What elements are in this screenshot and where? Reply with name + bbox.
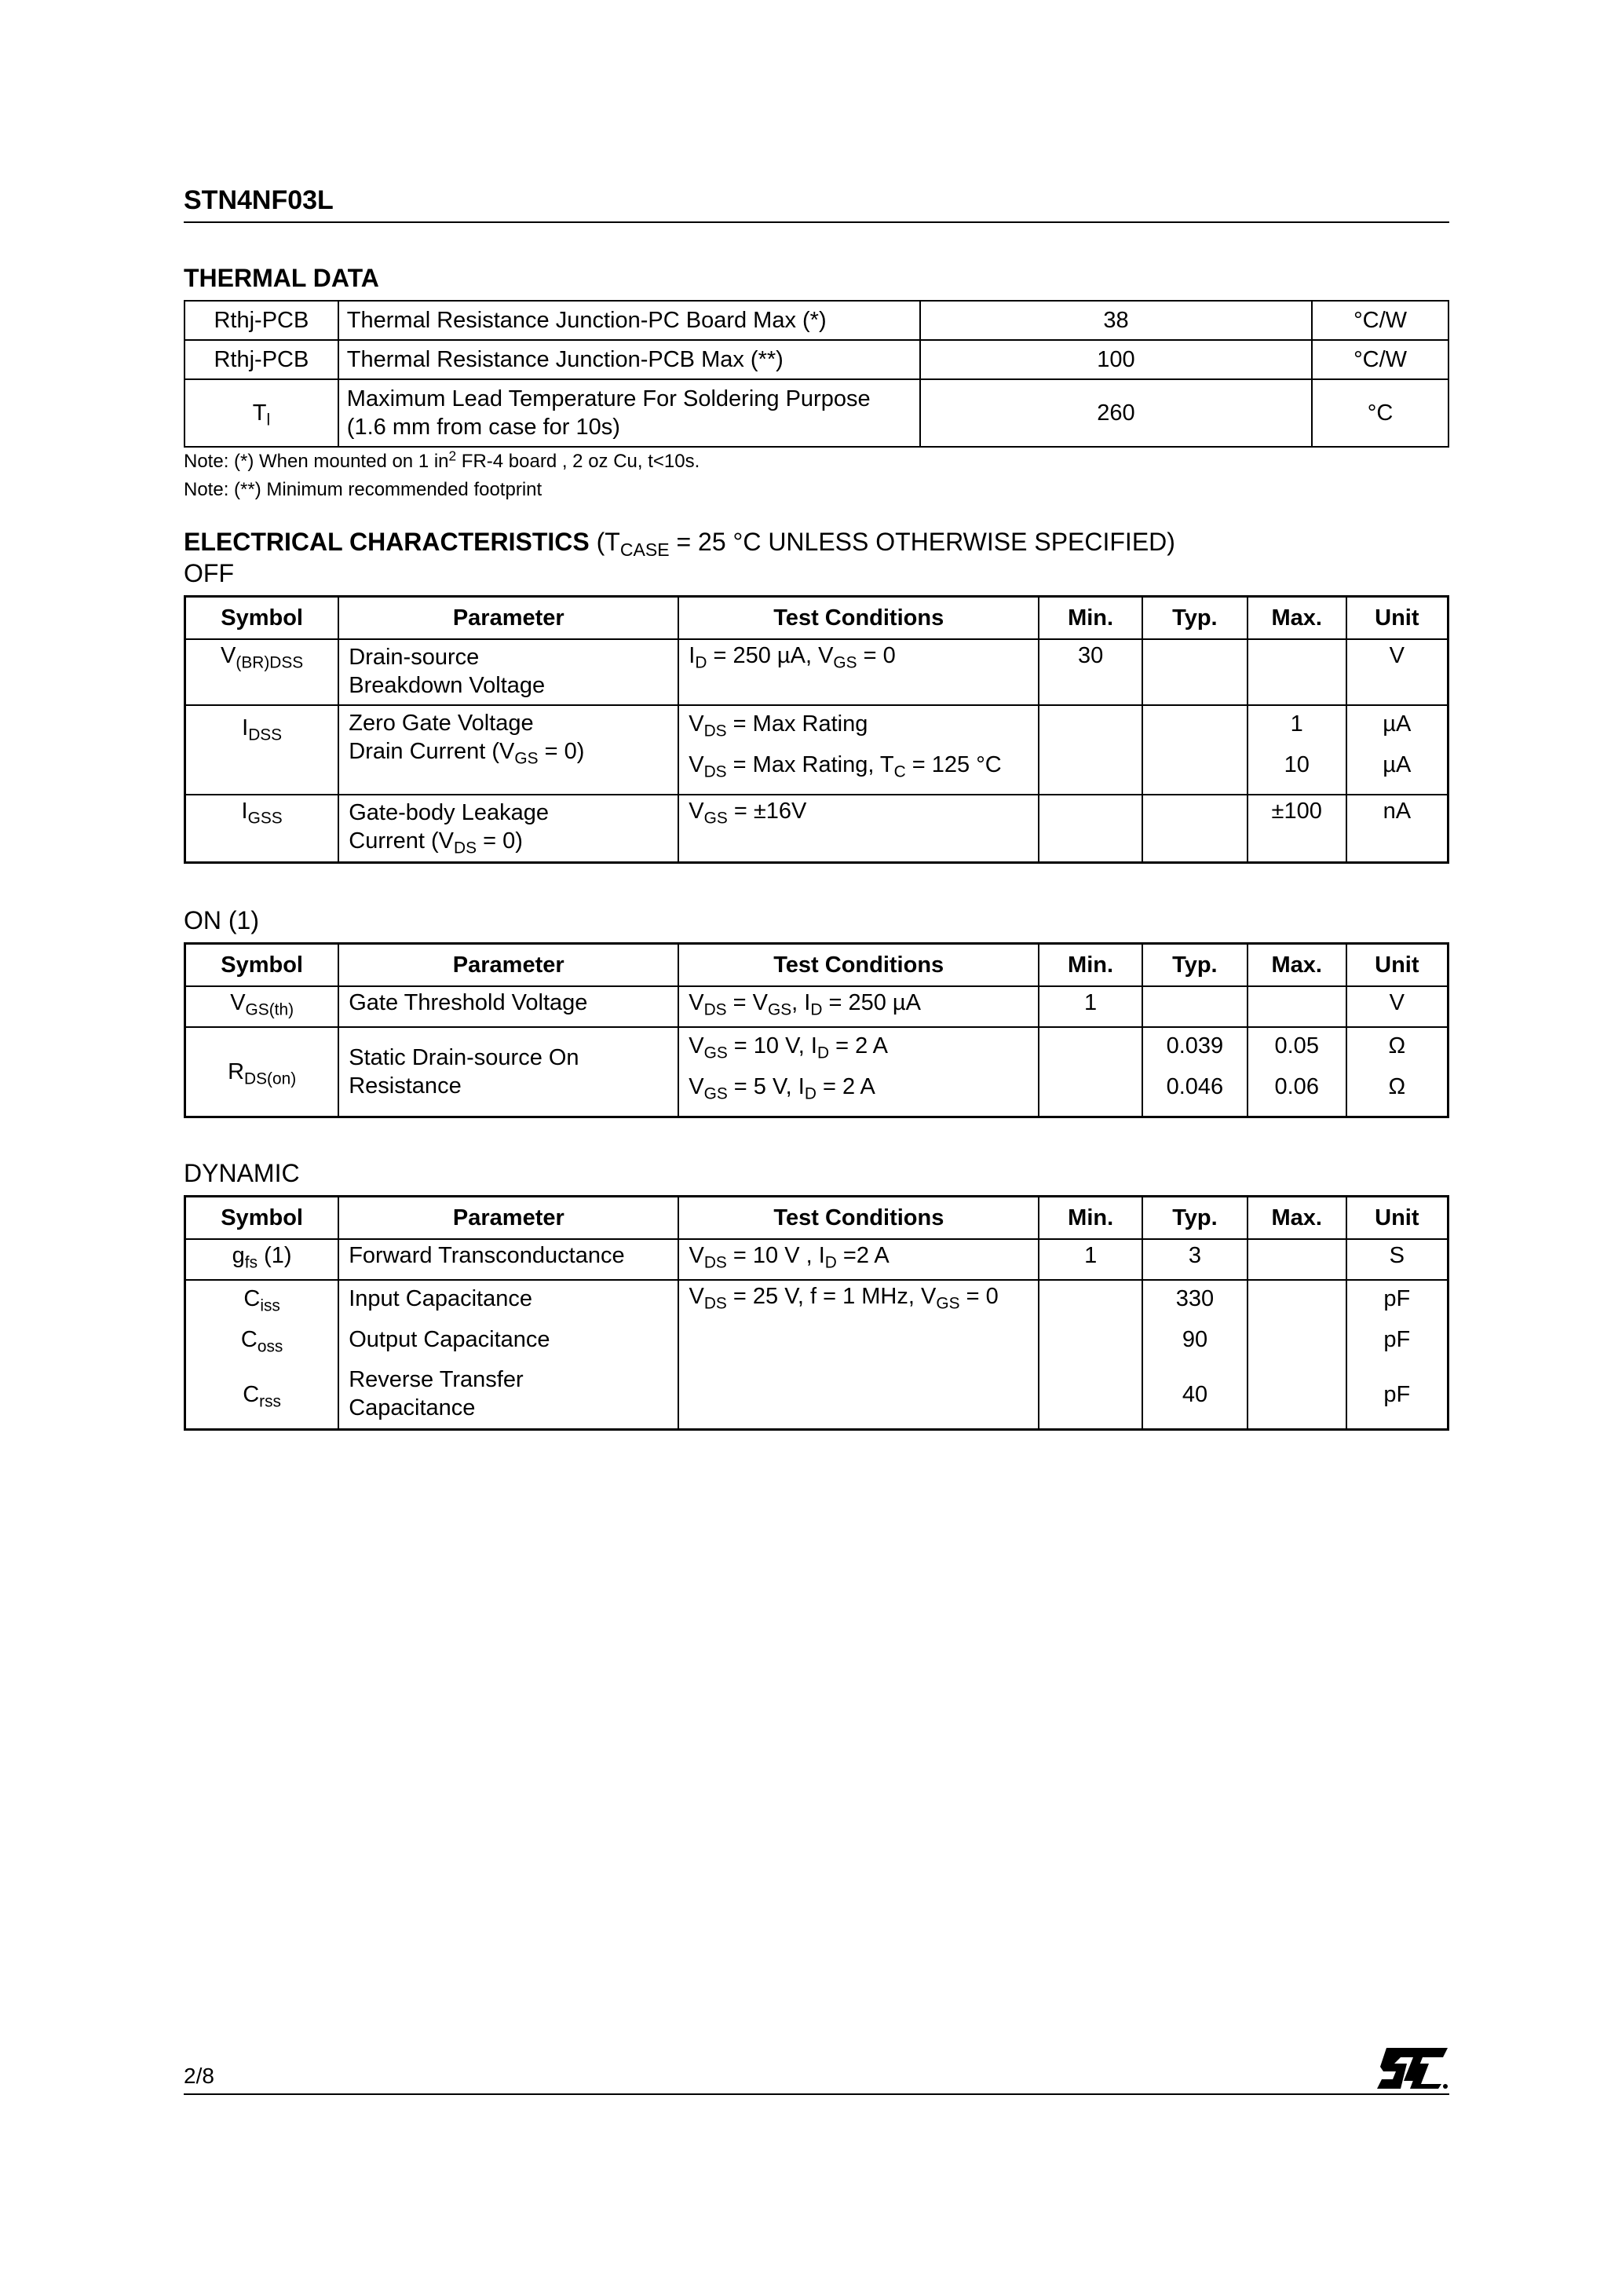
symbol-cell: $I_{DSS}$	[185, 705, 339, 795]
max-cell	[1248, 1239, 1346, 1280]
table-row	[185, 795, 1448, 862]
dynamic-section-title: DYNAMIC	[184, 1159, 300, 1187]
dynamic-table	[184, 1195, 1449, 1431]
typ-cell	[1142, 795, 1248, 862]
table-header-row	[185, 1197, 1448, 1240]
col-unit: Unit	[1346, 1197, 1448, 1240]
max-cell	[1248, 639, 1346, 705]
symbol-cell: $I_{GSS}$	[185, 795, 339, 862]
note-2: Note: (**) Minimum recommended footprint	[184, 479, 542, 500]
condition-cell: $V_{DS}$ = Max Rating $V_{DS}$ = Max Rating, $T_C = 125$ °C	[678, 705, 1039, 795]
st-logo-icon	[1375, 2046, 1449, 2090]
header-rule	[184, 221, 1449, 223]
max-cell	[1248, 1280, 1346, 1429]
parameter-cell: Thermal Resistance Junction-PCB Max (**)	[338, 340, 920, 379]
parameter-cell: Static Drain-source On Resistance	[338, 1027, 678, 1117]
unit-cell: S	[1346, 1239, 1448, 1280]
condition-cell: $V_{GS} = \pm 16V$	[678, 795, 1039, 862]
col-symbol: Symbol	[185, 597, 339, 640]
symbol-cell: Rthj-PCB	[184, 301, 338, 340]
min-cell: 30	[1039, 639, 1142, 705]
parameter-cell: Forward Transconductance	[338, 1239, 678, 1280]
off-table	[184, 595, 1449, 864]
col-unit: Unit	[1346, 944, 1448, 987]
symbol-cell: $V_{GS(th)}$	[185, 986, 339, 1027]
min-cell	[1039, 705, 1142, 795]
max-cell: 0.05 0.06	[1248, 1027, 1346, 1117]
min-cell	[1039, 795, 1142, 862]
min-cell: 1	[1039, 986, 1142, 1027]
table-row	[185, 705, 1448, 795]
condition-cell: $V_{DS} = 10$ V , $I_D =2$ A	[678, 1239, 1039, 1280]
min-cell	[1039, 1280, 1142, 1429]
col-test-conditions: Test Conditions	[678, 597, 1039, 640]
symbol-cell: $g_{fs}$ (1)	[185, 1239, 339, 1280]
col-min: Min.	[1039, 1197, 1142, 1240]
table-row	[184, 301, 1448, 340]
table-row	[185, 986, 1448, 1027]
typ-cell: 330 90 40	[1142, 1280, 1248, 1429]
condition-cell: $V_{DS} = V_{GS}$, $I_D = 250$ µA	[678, 986, 1039, 1027]
table-row	[184, 379, 1448, 447]
col-symbol: Symbol	[185, 1197, 339, 1240]
max-cell: 1 10	[1248, 705, 1346, 795]
thermal-table	[184, 300, 1449, 448]
unit-cell: °C	[1312, 379, 1448, 447]
col-max: Max.	[1248, 597, 1346, 640]
col-test-conditions: Test Conditions	[678, 944, 1039, 987]
col-parameter: Parameter	[338, 944, 678, 987]
parameter-cell: Input Capacitance Output Capacitance Reverse Transfer Capacitance	[338, 1280, 678, 1429]
typ-cell	[1142, 705, 1248, 795]
electrical-title: ELECTRICAL CHARACTERISTICS ($T_{CASE} = 25$ °C UNLESS OTHERWISE SPECIFIED)	[184, 528, 1175, 560]
typ-cell	[1142, 986, 1248, 1027]
symbol-cell: $T_l$	[184, 379, 338, 447]
min-cell	[1039, 1027, 1142, 1117]
symbol-cell: $R_{DS(on)}$	[185, 1027, 339, 1117]
typ-cell	[1142, 639, 1248, 705]
symbol-cell: $C_{iss}$ $C_{oss}$ $C_{rss}$	[185, 1280, 339, 1429]
table-row	[185, 639, 1448, 705]
thermal-notes	[184, 448, 700, 504]
condition-cell: $V_{DS} = 25$ V, f = 1 MHz, $V_{GS} = 0$	[678, 1280, 1039, 1429]
col-min: Min.	[1039, 944, 1142, 987]
on-section-title: ON (1)	[184, 906, 259, 934]
document-title: STN4NF03L	[184, 185, 334, 215]
condition-cell: $V_{GS} = 10$ V, $I_D = 2$ A $V_{GS} = 5$ V, $I_D = 2$ A	[678, 1027, 1039, 1117]
page-number: 2/8	[184, 2064, 214, 2088]
col-typ: Typ.	[1142, 1197, 1248, 1240]
col-parameter: Parameter	[338, 597, 678, 640]
table-header-row	[185, 944, 1448, 987]
unit-cell: µA µA	[1346, 705, 1448, 795]
parameter-cell: Thermal Resistance Junction-PC Board Max (*)	[338, 301, 920, 340]
col-max: Max.	[1248, 1197, 1346, 1240]
col-symbol: Symbol	[185, 944, 339, 987]
col-typ: Typ.	[1142, 944, 1248, 987]
table-row	[184, 340, 1448, 379]
on-table	[184, 942, 1449, 1118]
table-row	[185, 1027, 1448, 1117]
table-row	[185, 1280, 1448, 1429]
parameter-cell: Drain-source Breakdown Voltage	[338, 639, 678, 705]
unit-cell: pF pF pF	[1346, 1280, 1448, 1429]
typ-cell: 0.039 0.046	[1142, 1027, 1248, 1117]
unit-cell: V	[1346, 639, 1448, 705]
parameter-cell: Zero Gate Voltage Drain Current $(V_{GS} = 0)$	[338, 705, 678, 795]
symbol-cell: $V_{(BR)DSS}$	[185, 639, 339, 705]
value-cell: 260	[920, 379, 1312, 447]
unit-cell: °C/W	[1312, 340, 1448, 379]
col-typ: Typ.	[1142, 597, 1248, 640]
parameter-cell: Gate Threshold Voltage	[338, 986, 678, 1027]
off-section-title: OFF	[184, 559, 234, 587]
footer-rule	[184, 2093, 1449, 2095]
value-cell: 100	[920, 340, 1312, 379]
thermal-data-title: THERMAL DATA	[184, 264, 379, 292]
condition-cell: $I_D = 250$ µA, $V_{GS} = 0$	[678, 639, 1039, 705]
unit-cell: nA	[1346, 795, 1448, 862]
unit-cell: Ω Ω	[1346, 1027, 1448, 1117]
col-min: Min.	[1039, 597, 1142, 640]
symbol-cell: Rthj-PCB	[184, 340, 338, 379]
max-cell	[1248, 986, 1346, 1027]
min-cell: 1	[1039, 1239, 1142, 1280]
max-cell: ±100	[1248, 795, 1346, 862]
table-row	[185, 1239, 1448, 1280]
col-max: Max.	[1248, 944, 1346, 987]
typ-cell: 3	[1142, 1239, 1248, 1280]
parameter-cell: Gate-body Leakage Current $(V_{DS} = 0)$	[338, 795, 678, 862]
unit-cell: V	[1346, 986, 1448, 1027]
unit-cell: °C/W	[1312, 301, 1448, 340]
col-parameter: Parameter	[338, 1197, 678, 1240]
parameter-cell: Maximum Lead Temperature For Soldering Purpose (1.6 mm from case for 10s)	[338, 379, 920, 447]
col-test-conditions: Test Conditions	[678, 1197, 1039, 1240]
note-1: Note: (*) When mounted on 1 $in^2$ FR-4 board , 2 oz Cu, t<10s.	[184, 448, 700, 472]
table-header-row	[185, 597, 1448, 640]
col-unit: Unit	[1346, 597, 1448, 640]
value-cell: 38	[920, 301, 1312, 340]
